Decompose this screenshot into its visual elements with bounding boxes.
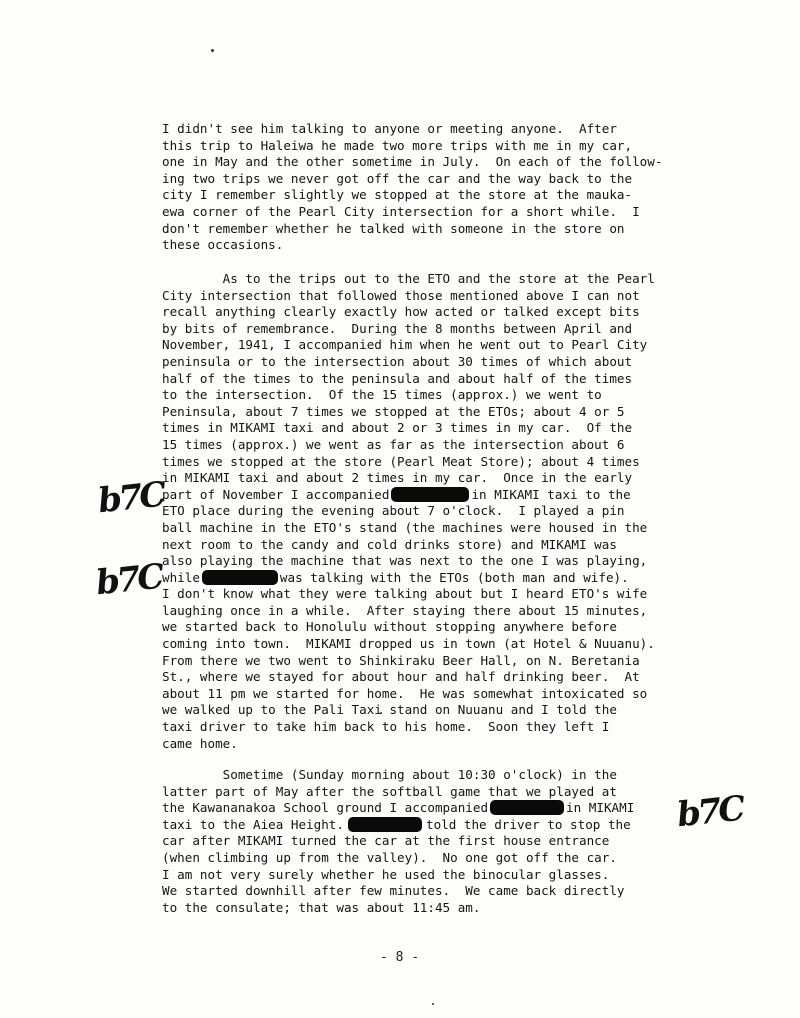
text-segment: told the driver to stop the [425,816,631,832]
text-line: I didn't see him talking to anyone or meeting anyone. After [162,121,617,136]
text-line: car after MIKAMI turned the car at the first house entrance [162,833,610,849]
redaction-block [391,487,469,502]
text-line: latter part of May after the softball game that we played at [162,783,617,799]
text-line: we walked up to the Pali Taxi stand on Nuuanu and I told the [162,702,617,718]
text-line: by bits of remembrance. During the 8 months between April and [162,320,633,336]
text-line: half of the times to the peninsula and about half of the times [162,370,633,386]
text-line: ball machine in the ETO's stand (the machines were housed in the [162,519,648,535]
text-segment: taxi to the Aiea Height. [162,816,344,832]
paper-speck [211,49,214,52]
text-line: to the consulate; that was about 11:45 am. [162,899,481,915]
text-line: We started downhill after few minutes. We came back directly [162,883,625,899]
text-line: I am not very surely whether he used the binocular glasses. [162,866,610,882]
text-segment: in MIKAMI [566,800,635,816]
text-line: next room to the candy and cold drinks store) and MIKAMI was [162,536,617,552]
text-line: we started back to Honolulu without stopping anywhere before [162,619,617,635]
text-line: City intersection that followed those mentioned above I can not [162,287,640,303]
paragraph-1 [162,121,662,254]
text-line: peninsula or to the intersection about 30 times of which about [162,353,633,369]
text-line: I don't know what they were talking about but I heard ETO's wife [162,586,648,602]
text-line: also playing the machine that was next to the one I was playing, [162,553,648,569]
text-segment: was talking with the ETOs (both man and wife). [279,569,629,585]
text-line: about 11 pm we started for home. He was somewhat intoxicated so [162,685,648,701]
redaction-block [348,817,422,832]
text-segment: while [162,569,200,585]
page-number: - 8 - [380,950,420,965]
text-segment: in MIKAMI taxi to the [471,486,631,502]
paragraph-3 [162,767,634,916]
text-line: times we stopped at the store (Pearl Meat Store); about 4 times [162,453,640,469]
text-line: laughing once in a while. After staying there about 15 minutes, [162,602,648,618]
text-line: recall anything clearly exactly how acted or talked except bits [162,304,640,320]
handwritten-b7c-note: b7C [675,788,745,836]
text-line: 15 times (approx.) we went as far as the intersection about 6 [162,436,625,452]
handwritten-b7c-note: b7C [94,556,164,604]
text-line [162,817,634,834]
text-line: St., where we stayed for about hour and half drinking beer. At [162,669,640,685]
text-segment: part of November I accompanied [162,486,390,502]
text-line: November, 1941, I accompanied him when he went out to Pearl City [162,337,648,353]
text-line: came home. [162,735,238,751]
text-line: Sometime (Sunday morning about 10:30 o'clock) in the [162,767,617,782]
text-line [162,570,655,587]
text-line: taxi driver to take him back to his home. Soon they left I [162,719,610,735]
text-line: in MIKAMI taxi and about 2 times in my car. Once in the early [162,470,633,486]
text-line [162,800,634,817]
text-line: ETO place during the evening about 7 o'clock. I played a pin [162,503,625,519]
text-line: to the intersection. Of the 15 times (approx.) we went to [162,387,602,403]
redaction-block [202,570,278,585]
text-segment: the Kawananakoa School ground I accompanied [162,800,489,816]
text-line: times in MIKAMI taxi and about 2 or 3 times in my car. Of the [162,420,633,436]
paragraph-2 [162,271,655,752]
text-line: (when climbing up from the valley). No one got off the car. [162,849,617,865]
handwritten-b7c-note: b7C [96,474,166,522]
paper-speck [432,1003,434,1005]
text-line: don't remember whether he talked with someone in the store on [162,220,625,236]
text-line: coming into town. MIKAMI dropped us in town (at Hotel & Nuuanu). [162,636,655,652]
text-line [162,487,655,504]
text-line: From there we two went to Shinkiraku Beer Hall, on N. Beretania [162,652,640,668]
redaction-block [490,800,564,815]
text-line: ing two trips we never got off the car and the way back to the [162,170,633,186]
text-line: ewa corner of the Pearl City intersection for a short while. I [162,203,640,219]
text-line: one in May and the other sometime in July. On each of the follow- [162,154,663,170]
text-line: these occasions. [162,237,284,253]
text-line: this trip to Haleiwa he made two more trips with me in my car, [162,137,633,153]
text-line: city I remember slightly we stopped at the store at the mauka- [162,187,633,203]
text-line: Peninsula, about 7 times we stopped at the ETOs; about 4 or 5 [162,403,625,419]
text-line: As to the trips out to the ETO and the store at the Pearl [162,271,655,286]
